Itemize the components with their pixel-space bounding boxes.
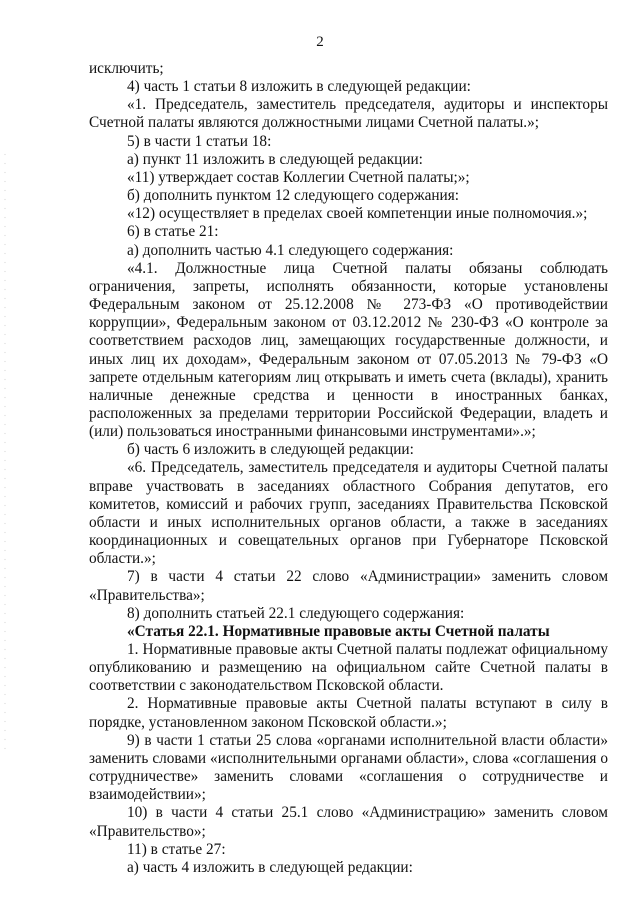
paragraph: «12) осуществляет в пределах своей компетенции иные полномочия.»; (127, 205, 588, 223)
paragraph: 2. Нормативные правовые акты Счетной палаты вступают в силу в порядке, установленном законом Псковской области.»; (89, 695, 608, 731)
page-number: 2 (316, 34, 324, 50)
paragraph: б) дополнить пунктом 12 следующего содержания: (127, 187, 460, 205)
paragraph: «11) утверждает состав Коллегии Счетной палаты;»; (127, 168, 470, 186)
paragraph: 7) в части 4 статьи 22 слово «Администрации» заменить словом «Правительства»; (89, 568, 608, 604)
paragraph: 11) в статье 27: (127, 840, 226, 858)
paragraph: исключить; (89, 60, 164, 77)
paragraph: 10) в части 4 статьи 25.1 слово «Администрацию» заменить словом «Правительство»; (89, 804, 608, 840)
paragraph: «1. Председатель, заместитель председателя, аудиторы и инспекторы Счетной палаты являются должностными лицами Счетной палаты.»; (89, 96, 608, 132)
paragraph: 9) в части 1 статьи 25 слова «органами исполнительной власти области» заменить словами «исполнительными органами области», слова «соглашения о сотрудничестве» заменить словами «соглашения о сотрудничестве и взаимодействии»; (89, 731, 608, 804)
paragraph: 4) часть 1 статьи 8 изложить в следующей редакции: (127, 78, 471, 96)
scan-edge-artifact (4, 150, 6, 750)
document-body (89, 60, 608, 877)
paragraph: 8) дополнить статьей 22.1 следующего содержания: (127, 604, 465, 622)
paragraph: «4.1. Должностные лица Счетной палаты обязаны соблюдать ограничения, запреты, исполнять обязанности, которые установлены Федеральным законом от 25.12.2008 № 273-ФЗ «О противодействии коррупции», Федеральным законом от 03.12.2012 № 230-ФЗ «О контроле за соответствием расходов лиц, замещающих государственные должности, и иных лиц их доходам», Федеральным законом от 07.05.2013 № 79-ФЗ «О запрете отдельным категориям лиц открывать и иметь счета (вклады), хранить наличные денежные средства и ценности в иностранных банках, расположенных за пределами территории Российской Федерации, владеть и (или) пользоваться иностранными финансовыми инструментами».»; (89, 259, 608, 441)
paragraph: 1. Нормативные правовые акты Счетной палаты подлежат официальному опубликованию и размещению на официальном сайте Счетной палаты в соответствии с законодательством Псковской области. (89, 641, 608, 695)
paragraph: а) дополнить частью 4.1 следующего содержания: (127, 241, 454, 259)
paragraph: 5) в части 1 статьи 18: (127, 132, 272, 150)
paragraph: а) часть 4 изложить в следующей редакции: (127, 858, 413, 876)
paragraph: 6) в статье 21: (127, 223, 219, 241)
paragraph: «6. Председатель, заместитель председателя и аудиторы Счетной палаты вправе участвовать в заседаниях областного Собрания депутатов, его комитетов, комиссий и рабочих групп, заседаниях Правительства Псковской области и иных исполнительных органов области, а также в заседаниях координационных и совещательных органов при Губернаторе Псковской области.»; (89, 459, 608, 568)
paragraph: а) пункт 11 изложить в следующей редакции: (127, 150, 423, 168)
article-heading: «Статья 22.1. Нормативные правовые акты Счетной палаты (127, 622, 550, 640)
paragraph: б) часть 6 изложить в следующей редакции: (127, 441, 414, 459)
